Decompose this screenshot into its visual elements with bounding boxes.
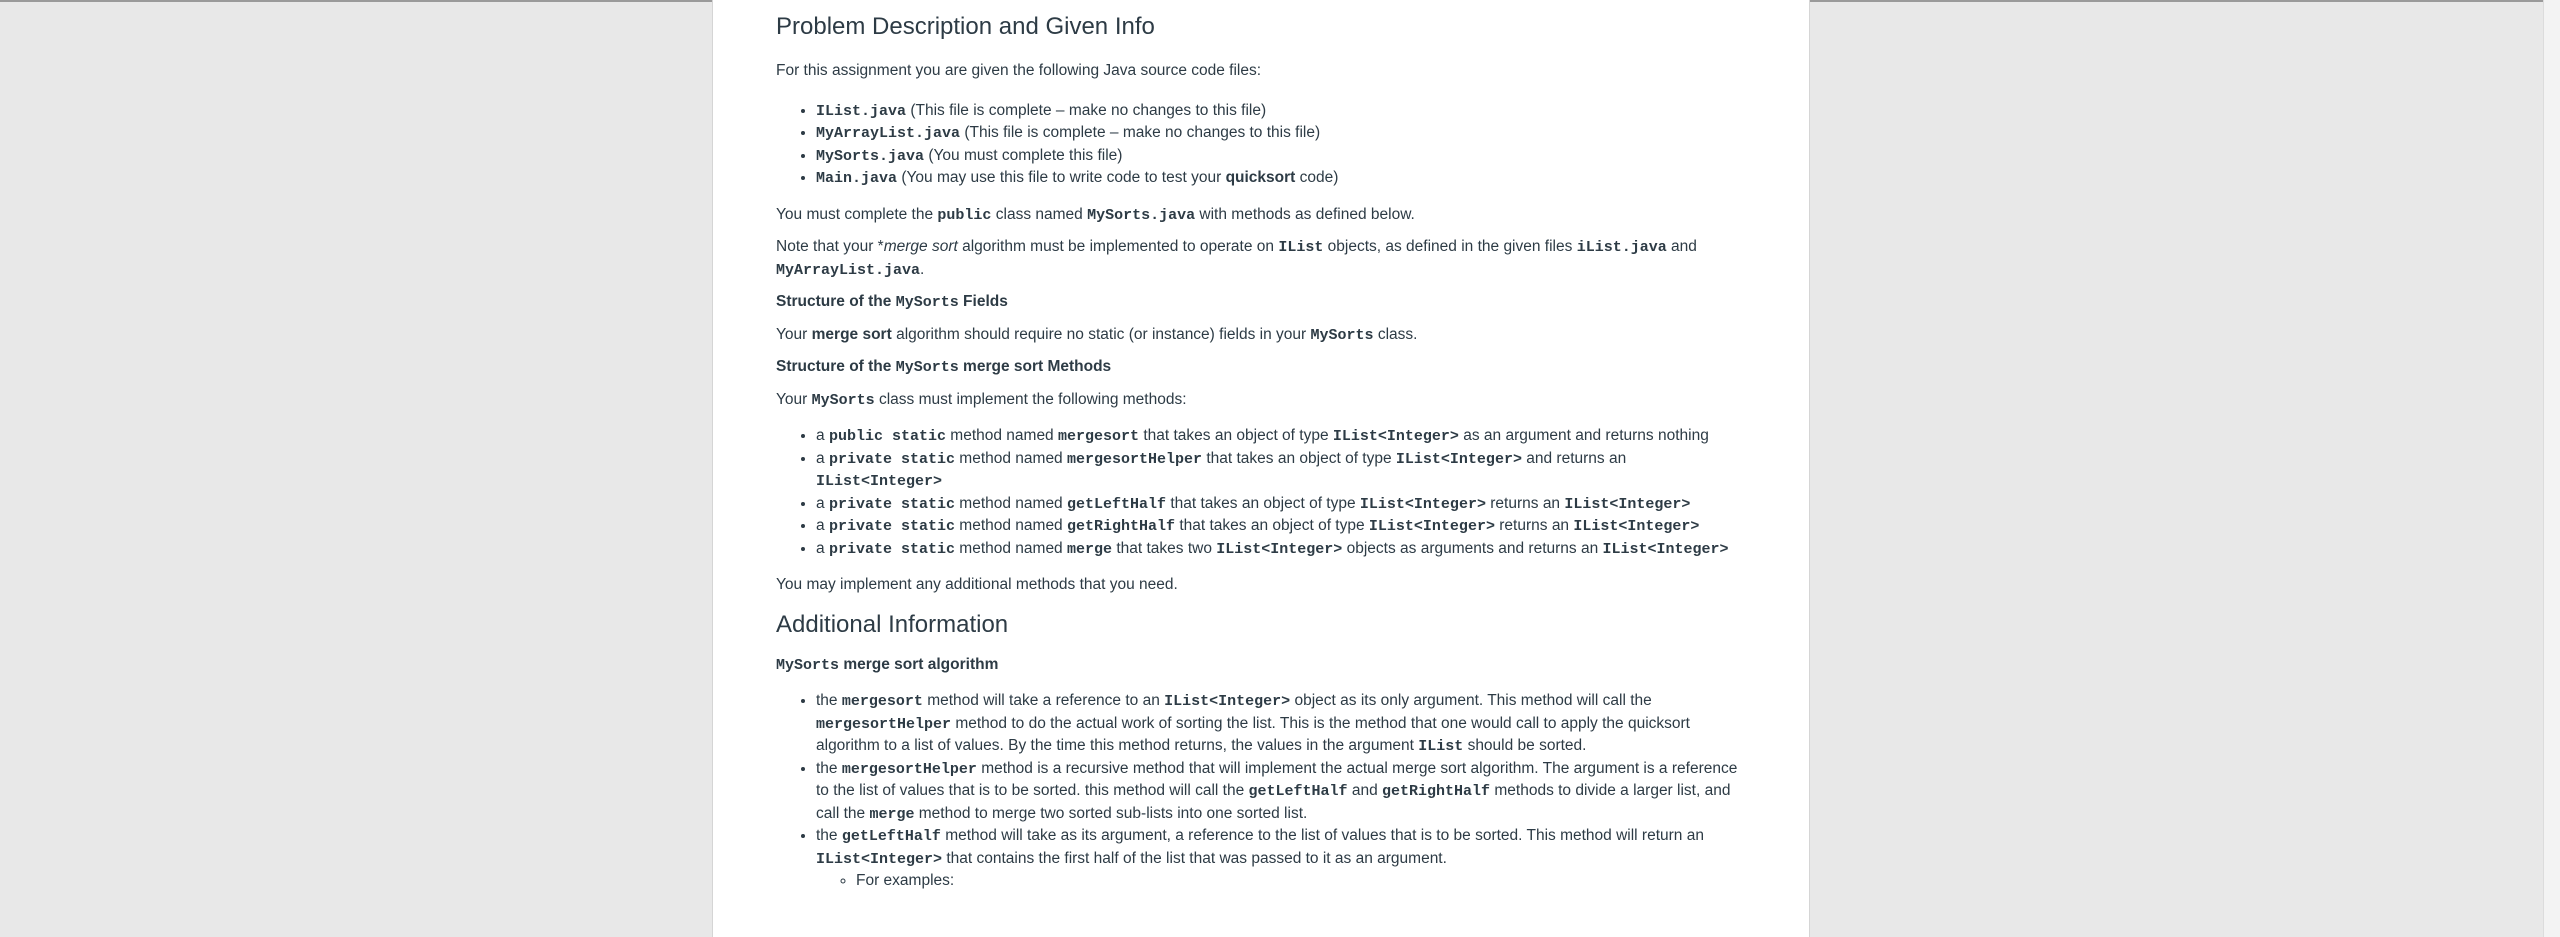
section-heading-problem-description: Problem Description and Given Info xyxy=(776,13,1155,40)
algorithm-detail-item: • the mergesortHelper method is a recursive method that will implement the actual merge sort algorithm. The argument is a reference to the list of values that is to be sorted. this method will call the getLeftHalf and getRightHalf methods to divide a larger list, and call the merge method to merge two sorted sub-lists into one sorted list. xyxy=(816,758,1751,826)
additional-methods-paragraph: You may implement any additional methods that you need. xyxy=(776,576,1178,593)
examples-item: ◦ For examples: xyxy=(856,870,1751,892)
given-file-item: • MyArrayList.java (This file is complete – make no changes to this file) xyxy=(816,122,1751,145)
method-item: • a private static method named getLeftHalf that takes an object of type IList<Integer> returns an IList<Integer> xyxy=(816,493,1751,516)
vertical-scrollbar[interactable] xyxy=(2543,0,2560,937)
must-complete-paragraph: You must complete the public class named MySorts.java with methods as defined below. xyxy=(776,205,1415,224)
algorithm-details-list xyxy=(776,690,1751,892)
given-file-item: • IList.java (This file is complete – make no changes to this file) xyxy=(816,100,1751,123)
methods-list xyxy=(776,425,1751,560)
given-files-list xyxy=(776,100,1751,190)
document-content xyxy=(776,12,1751,892)
method-item: • a private static method named getRightHalf that takes an object of type IList<Integer> returns an IList<Integer> xyxy=(816,515,1751,538)
fields-paragraph: Your merge sort algorithm should require no static (or instance) fields in your MySorts class. xyxy=(776,325,1418,344)
method-item: • a public static method named mergesort that takes an object of type IList<Integer> as an argument and returns nothing xyxy=(816,425,1751,448)
examples-sublist xyxy=(816,870,1751,892)
algorithm-heading: MySorts merge sort algorithm xyxy=(776,655,999,674)
methods-heading: Structure of the MySorts merge sort Methods xyxy=(776,358,1112,376)
fields-heading: Structure of the MySorts Fields xyxy=(776,293,1008,311)
given-file-item: • MySorts.java (You must complete this file) xyxy=(816,145,1751,168)
given-file-item: • Main.java (You may use this file to write code to test your quicksort code) xyxy=(816,167,1751,190)
intro-paragraph: For this assignment you are given the following Java source code files: xyxy=(776,62,1262,79)
method-item: • a private static method named mergesortHelper that takes an object of type IList<Integer> and returns an IList<Integer> xyxy=(816,448,1751,493)
methods-intro-paragraph: Your MySorts class must implement the following methods: xyxy=(776,390,1187,409)
method-item: • a private static method named merge that takes two IList<Integer> objects as arguments and returns an IList<Integer> xyxy=(816,538,1751,561)
section-heading-additional-information: Additional Information xyxy=(776,610,1009,638)
note-paragraph: Note that your *merge sort algorithm must be implemented to operate on IList objects, as defined in the given files iList.java and MyArrayList.java. xyxy=(776,238,1697,279)
algorithm-detail-item: • the getLeftHalf method will take as its argument, a reference to the list of values that is to be sorted. This method will return an IList<Integer> that contains the first half of the list that was passed to it as an argument. ◦ For examples: xyxy=(816,825,1751,892)
algorithm-detail-item: • the mergesort method will take a reference to an IList<Integer> object as its only argument. This method will call the mergesortHelper method to do the actual work of sorting the list. This is the method that one would call to apply the quicksort algorithm to a list of values. By the time this method returns, the values in the argument IList should be sorted. xyxy=(816,690,1751,758)
document-page xyxy=(712,0,1810,937)
